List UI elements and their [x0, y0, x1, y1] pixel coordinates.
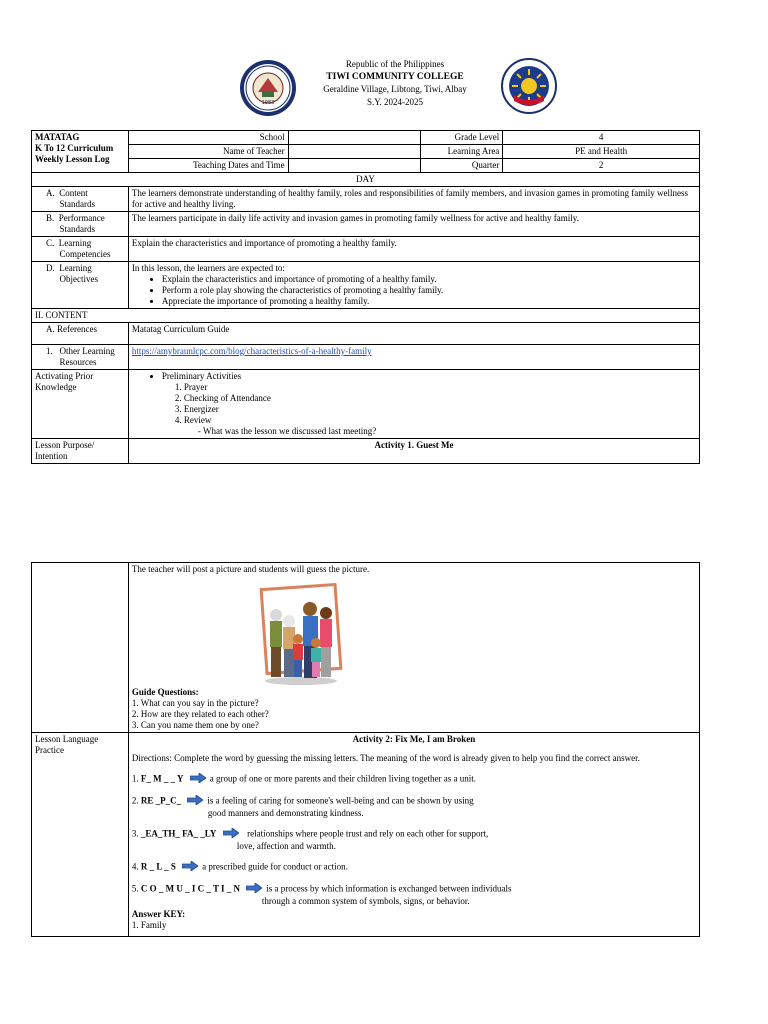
quarter-label: Quarter [421, 159, 503, 173]
performance-standards-label: B. Performance Standards [32, 212, 129, 237]
word-item: 2. RE _P_C_ is a feeling of caring for someone's well-being and can be shown by using good manners and demonstrating kindness. [132, 795, 696, 819]
ched-seal-right [500, 57, 558, 115]
activity1-cell [128, 563, 699, 733]
word-definition-cont: love, affection and warmth. [236, 841, 336, 851]
teacher-label: Name of Teacher [128, 145, 288, 159]
prior-bullet: • Preliminary Activities [162, 371, 696, 382]
word-definition-cont: good manners and demonstrating kindness. [207, 808, 364, 818]
other-resources-label: 1. Other Learning Resources [32, 345, 129, 370]
grade-level-value: 4 [503, 131, 700, 145]
guide-question: 1. What can you say in the picture? [131, 698, 259, 708]
objectives-list [132, 274, 696, 307]
review-question: - What was the lesson we discussed last meeting? [197, 426, 377, 436]
school-value[interactable] [288, 131, 421, 145]
dates-label: Teaching Dates and Time [128, 159, 288, 173]
day-header: DAY [32, 173, 700, 187]
learning-area-value: PE and Health [503, 145, 700, 159]
arrow-right-icon [187, 795, 203, 808]
answer-item: 1. Family [131, 920, 167, 930]
objective-item: • Appreciate the importance of promoting a healthy family. [162, 296, 696, 307]
learning-objectives-cell [128, 262, 699, 309]
preliminary-list [132, 382, 696, 426]
arrow-right-icon [223, 828, 239, 841]
preliminary-item: 3. Energizer [184, 404, 696, 415]
references-label: A. References [32, 323, 129, 345]
language-practice-label: Lesson Language Practice [32, 733, 129, 937]
content-heading: II. CONTENT [32, 309, 700, 323]
republic-line: Republic of the Philippines [345, 59, 445, 69]
word-puzzle: C O _ M U _ I C _ T I _ N [140, 883, 241, 894]
word-item: 1. F_ M _ _ Y a group of one or more parents and their children living together as a unit. [132, 773, 696, 786]
preliminary-item: 4. Review [184, 415, 696, 426]
learning-competencies-text: Explain the characteristics and importance of promoting a healthy family. [128, 237, 699, 262]
lesson-purpose-label: Lesson Purpose/ Intention [32, 439, 129, 464]
family-picture [258, 583, 344, 687]
teacher-value[interactable] [288, 145, 421, 159]
word-definition: is a feeling of caring for someone's well-being and can be shown by using [207, 795, 474, 806]
guide-questions-title: Guide Questions: [131, 687, 199, 697]
word-definition: relationships where people trust and rely on each other for support, [247, 828, 489, 839]
learning-area-label: Learning Area [421, 145, 503, 159]
content-standards-text: The learners demonstrate understanding of healthy family, roles and responsibilities of family members, and invasion games in promoting family wellness for active and healthy living. [128, 187, 699, 212]
school-header [300, 58, 490, 108]
school-year: S.Y. 2024-2025 [366, 96, 424, 107]
college-address: Geraldine Village, Libtong, Tiwi, Albay [323, 84, 467, 94]
other-resources-cell [128, 345, 699, 370]
objective-item: • Explain the characteristics and importance of promoting of a healthy family. [162, 274, 696, 285]
references-text: Matatag Curriculum Guide [128, 323, 699, 345]
word-puzzle: _EA_TH_ FA_ _LY [140, 828, 217, 839]
guide-question: 2. How are they related to each other? [131, 709, 269, 719]
word-definition-cont: through a common system of symbols, signs, or behavior. [261, 896, 470, 906]
word-item: 5. C O _ M U _ I C _ T I _ N is a process by which information is exchanged between individuals through a common system of symbols, signs, or behavior. [132, 883, 696, 907]
word-item: 3. _EA_TH_ FA_ _LY relationships where people trust and rely on each other for support, love, affection and warmth. [132, 828, 696, 852]
grade-level-label: Grade Level [421, 131, 503, 145]
performance-standards-text: The learners participate in daily life activity and invasion games in promoting family wellness for active and healthy family. [128, 212, 699, 237]
learning-objectives-label: D. Learning Objectives [32, 262, 129, 309]
prior-knowledge-cell [128, 370, 699, 439]
arrow-right-icon [246, 883, 262, 896]
preliminary-item: 2. Checking of Attendance [184, 393, 696, 404]
school-label: School [128, 131, 288, 145]
learning-competencies-label: C. Learning Competencies [32, 237, 129, 262]
log-title: MATATAG K To 12 Curriculum Weekly Lesson Log [32, 131, 129, 173]
activity1-title: Activity 1. Guest Me [128, 439, 699, 464]
word-definition: a group of one or more parents and their children living together as a unit. [209, 773, 476, 784]
prior-knowledge-label: Activating Prior Knowledge [32, 370, 129, 439]
arrow-right-icon [190, 773, 206, 786]
college-name: TIWI COMMUNITY COLLEGE [326, 71, 464, 82]
empty-label-cell [32, 563, 129, 733]
answer-key-title: Answer KEY: [131, 909, 186, 919]
word-puzzle: R _ L _ S [140, 861, 176, 872]
word-item: 4. R _ L _ S a prescribed guide for conduct or action. [132, 861, 696, 874]
resource-link[interactable]: https://amybraunlcpc.com/blog/characteristics-of-a-healthy-family [131, 346, 372, 356]
activity2-cell [128, 733, 699, 937]
guide-question: 3. Can you name them one by one? [131, 720, 259, 730]
activity2-directions: Directions: Complete the word by guessing the missing letters. The meaning of the word is already given to help you find the correct answer. [131, 753, 640, 763]
preliminary-item: 1. Prayer [184, 382, 696, 393]
word-puzzle: F_ M _ _ Y [140, 773, 184, 784]
word-definition: a prescribed guide for conduct or action. [202, 861, 348, 872]
word-definition: is a process by which information is exchanged between individuals [266, 883, 512, 894]
word-puzzle: RE _P_C_ [140, 795, 182, 806]
prior-bullet-list [132, 371, 696, 382]
activity2-title: Activity 2: Fix Me, I am Broken [352, 734, 476, 744]
dates-value[interactable] [288, 159, 421, 173]
arrow-right-icon [182, 861, 198, 874]
activity1-intro: The teacher will post a picture and students will guess the picture. [131, 564, 370, 574]
lesson-log-table [31, 130, 700, 464]
lesson-log-table-continued [31, 562, 700, 937]
objective-item: • Perform a role play showing the characteristics of promoting a healthy family. [162, 285, 696, 296]
quarter-value: 2 [503, 159, 700, 173]
content-standards-label: A. Content Standards [32, 187, 129, 212]
objectives-intro: In this lesson, the learners are expected to: [131, 263, 285, 273]
college-seal-left [238, 58, 298, 118]
svg-text:1983: 1983 [261, 100, 275, 106]
